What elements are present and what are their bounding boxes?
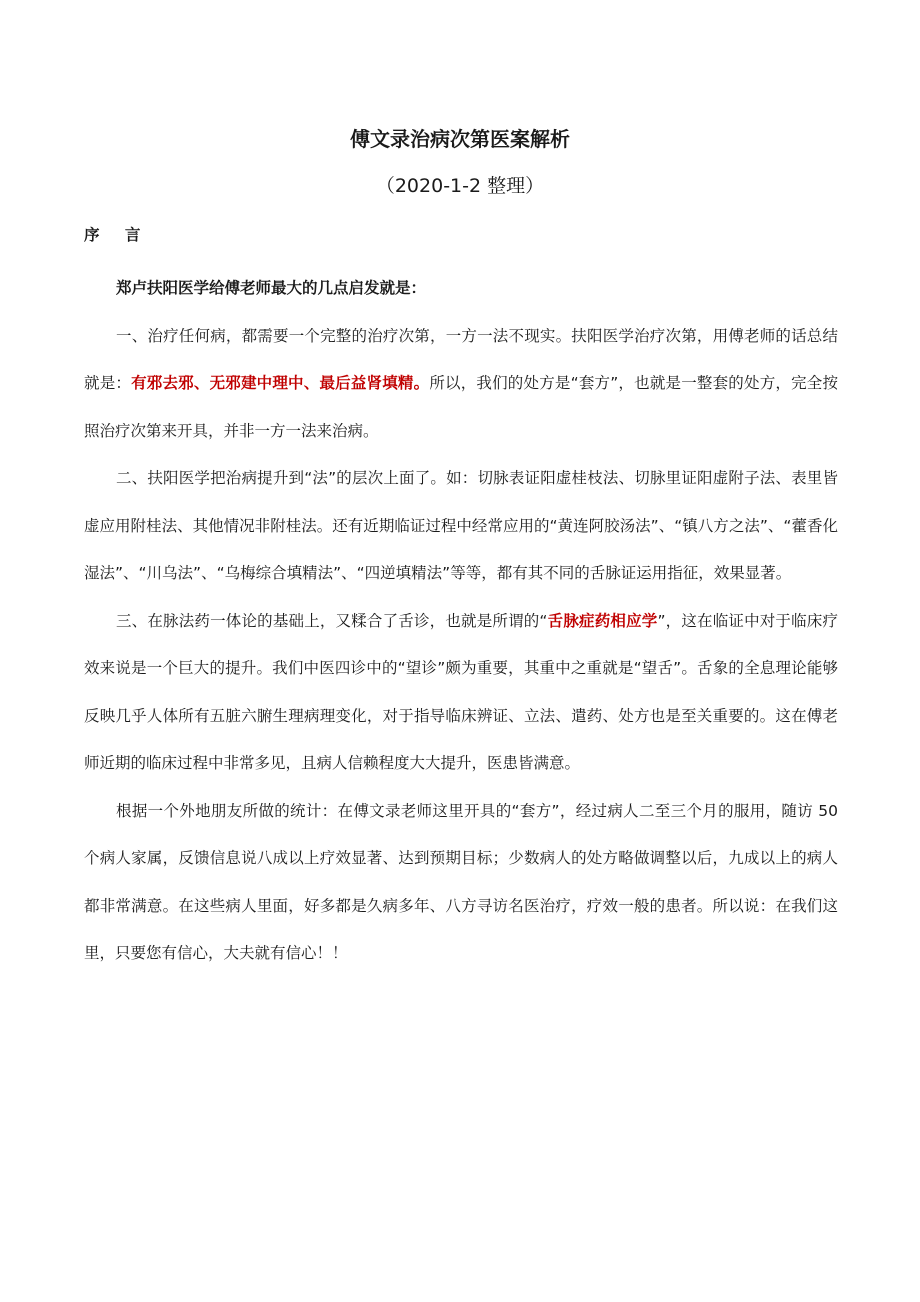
paragraph-1 bbox=[84, 313, 838, 456]
document-title: 傅文录治病次第医案解析 bbox=[350, 127, 570, 151]
paragraph-3-highlight: 舌脉症药相应学 bbox=[547, 611, 658, 630]
document-body bbox=[84, 265, 838, 978]
paragraph-1-text-start: 一、治疗任何病，都需要一个完整的治疗次第，一方一法不现实。扶阳医学治疗次第，用傅老师的话总结就是： bbox=[84, 326, 838, 392]
lead-paragraph: 郑卢扶阳医学给傅老师最大的几点启发就是： bbox=[116, 279, 427, 297]
paragraph-1-highlight: 有邪去邪、无邪建中理中、最后益肾填精。 bbox=[131, 374, 430, 392]
paragraph-3-text-end: ”，这在临证中对于临床疗效来说是一个巨大的提升。我们中医四诊中的“望诊”颇为重要，其重中之重就是“望舌”。舌象的全息理论能够反映几乎人体所有五脏六腑生理病理变化，对于指导临床辨证、立法、遣药、处方也是至关重要的。这在傅老师近期的临床过程中非常多见，且病人信赖程度大大提升，医患皆满意。 bbox=[84, 611, 838, 772]
paragraph-4: 根据一个外地朋友所做的统计：在傅文录老师这里开具的“套方”，经过病人二至三个月的服用，随访 50 个病人家属，反馈信息说八成以上疗效显著、达到预期目标；少数病人的处方略做调整以后，九成以上的病人都非常满意。在这些病人里面，好多都是久病多年、八方寻访名医治疗，疗效一般的患者。所以说：在我们这里，只要您有信心，大夫就有信心！！ bbox=[84, 801, 838, 962]
document-subtitle: （2020-1-2 整理） bbox=[375, 175, 545, 197]
paragraph-2: 二、扶阳医学把治病提升到“法”的层次上面了。如：切脉表证阳虚桂枝法、切脉里证阳虚附子法、表里皆虚应用附桂法、其他情况非附桂法。还有近期临证过程中经常应用的“黄连阿胶汤法”、“镇八方之法”、“藿香化湿法”、“川乌法”、“乌梅综合填精法”、“四逆填精法”等等，都有其不同的舌脉证运用指征，效果显著。 bbox=[84, 469, 838, 582]
paragraph-1-text-end: 所以，我们的处方是“套方”，也就是一整套的处方，完全按照治疗次第来开具，并非一方一法来治病。 bbox=[84, 374, 838, 440]
paragraph-3 bbox=[84, 598, 838, 788]
paragraph-3-text-start: 三、在脉法药一体论的基础上，又糅合了舌诊，也就是所谓的“ bbox=[116, 611, 548, 630]
section-heading: 序 言 bbox=[84, 226, 151, 244]
